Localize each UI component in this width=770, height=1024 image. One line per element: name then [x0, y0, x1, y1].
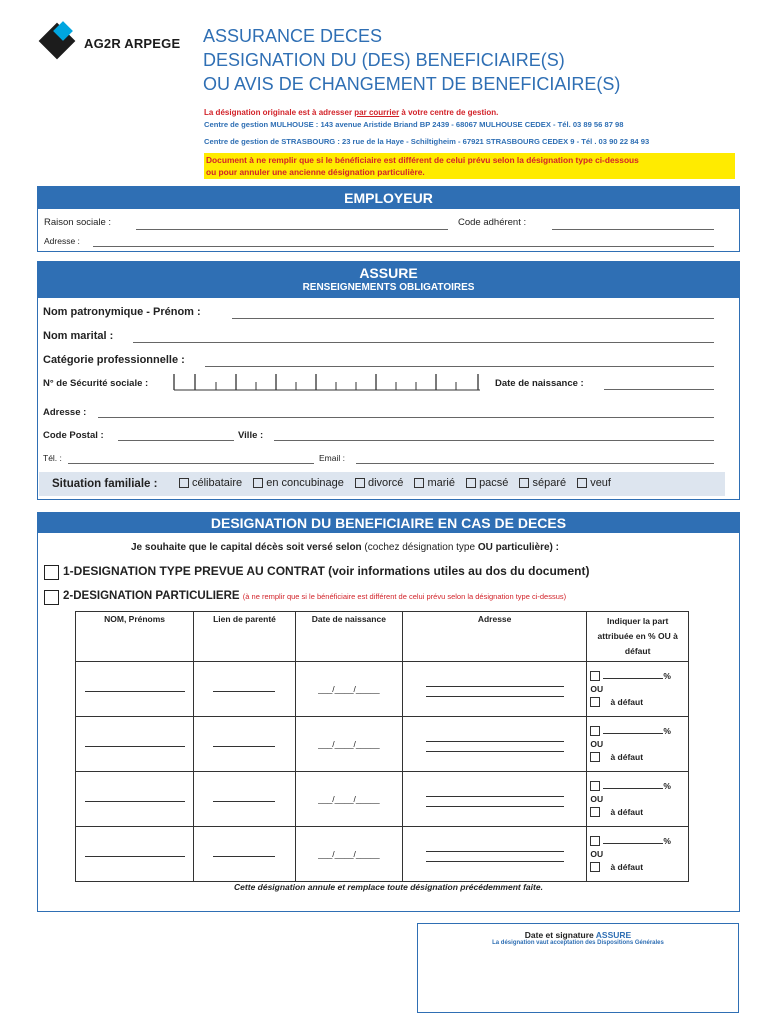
raison-sociale-label: Raison sociale : [44, 217, 112, 228]
tel-field[interactable] [68, 463, 314, 464]
nom-marital-field[interactable] [133, 342, 714, 343]
adresse-field-2[interactable] [426, 696, 564, 697]
situation-celibataire[interactable]: célibataire [179, 477, 242, 489]
employeur-adresse-label: Adresse : [44, 236, 80, 246]
date-cell[interactable] [295, 827, 402, 882]
nom-prenom-field[interactable] [232, 318, 714, 319]
email-label: Email : [319, 453, 345, 463]
part-cell: % OU à défaut [587, 772, 689, 827]
checkbox-icon[interactable] [414, 478, 424, 488]
designation-intro: Je souhaite que le capital décès soit versé selon (cochez désignation type OU particulière) : [131, 542, 559, 553]
ville-label: Ville : [238, 430, 264, 441]
nom-marital-label: Nom marital : [43, 330, 114, 342]
pct-field[interactable] [603, 788, 663, 789]
assure-adresse-label: Adresse : [43, 407, 87, 418]
nom-field[interactable] [85, 691, 185, 692]
lien-field[interactable] [213, 691, 275, 692]
col-part: Indiquer la part attribuée en % OU à défaut [587, 612, 689, 662]
checkbox-icon[interactable] [590, 836, 600, 846]
checkbox-icon[interactable] [590, 752, 600, 762]
adresse-field-2[interactable] [426, 751, 564, 752]
checkbox-icon[interactable] [519, 478, 529, 488]
adresse-field[interactable] [426, 741, 564, 742]
nom-cell[interactable] [76, 662, 194, 717]
adresse-field[interactable] [426, 851, 564, 852]
lien-field[interactable] [213, 746, 275, 747]
col-date: Date de naissance [295, 612, 402, 662]
employeur-section [37, 186, 740, 252]
code-postal-field[interactable] [118, 440, 234, 441]
warning-note [204, 153, 735, 179]
part-cell: % OU à défaut [587, 717, 689, 772]
beneficiary-table [75, 611, 689, 882]
designation-footer: Cette désignation annule et remplace toute désignation précédemment faite. [234, 882, 543, 892]
pct-field[interactable] [603, 678, 663, 679]
email-field[interactable] [356, 463, 714, 464]
lien-field[interactable] [213, 856, 275, 857]
date-cell[interactable] [295, 662, 402, 717]
raison-sociale-field[interactable] [136, 229, 448, 230]
code-adherent-field[interactable] [552, 229, 714, 230]
col-lien: Lien de parenté [194, 612, 296, 662]
adresse-cell[interactable] [402, 827, 586, 882]
send-post: à votre centre de gestion. [399, 108, 499, 117]
checkbox-icon[interactable] [466, 478, 476, 488]
date-field[interactable]: ___/____/_____ [318, 739, 380, 749]
adresse-cell[interactable] [402, 772, 586, 827]
date-field[interactable]: ___/____/_____ [318, 794, 380, 804]
checkbox-icon[interactable] [179, 478, 189, 488]
nom-field[interactable] [85, 746, 185, 747]
categorie-label: Catégorie professionnelle : [43, 354, 185, 366]
title-line-2: DESIGNATION DU (DES) BENEFICIAIRE(S) [203, 50, 565, 70]
ville-field[interactable] [274, 440, 714, 441]
situation-bar [39, 472, 725, 496]
employeur-adresse-field[interactable] [93, 246, 714, 247]
date-naissance-label: Date de naissance : [495, 378, 584, 389]
option2-checkbox[interactable] [44, 590, 59, 605]
part-cell: % OU à défaut [587, 827, 689, 882]
situation-divorce[interactable]: divorcé [355, 477, 403, 489]
signature-box[interactable] [417, 923, 739, 1013]
table-header-row [76, 612, 689, 662]
checkbox-icon[interactable] [355, 478, 365, 488]
lien-cell[interactable] [194, 827, 296, 882]
centre-mulhouse: Centre de gestion MULHOUSE : 143 avenue Aristide Briand BP 2439 - 68067 MULHOUSE CEDEX - Tél. 03 89 56 87 98 [204, 120, 624, 129]
tel-label: Tél. : [43, 453, 62, 463]
nom-field[interactable] [85, 856, 185, 857]
situation-concubinage[interactable]: en concubinage [253, 477, 344, 489]
nom-cell[interactable] [76, 772, 194, 827]
adresse-cell[interactable] [402, 717, 586, 772]
situation-label: Situation familiale : [52, 478, 158, 490]
date-cell[interactable] [295, 772, 402, 827]
title-line-1: ASSURANCE DECES [203, 26, 383, 46]
lien-cell[interactable] [194, 717, 296, 772]
designation-title: DESIGNATION DU BENEFICIAIRE EN CAS DE DECES [38, 513, 739, 533]
situation-marie[interactable]: marié [414, 477, 455, 489]
checkbox-icon[interactable] [590, 862, 600, 872]
col-adresse: Adresse [402, 612, 586, 662]
designation-section [37, 512, 740, 912]
employeur-title: EMPLOYEUR [38, 187, 739, 209]
situation-veuf[interactable]: veuf [577, 477, 611, 489]
code-postal-label: Code Postal : [43, 430, 104, 441]
option2-label: 2-DESIGNATION PARTICULIERE (à ne remplir que si le bénéficiaire est différent de celui prévu selon la désignation type ci-dessus) [63, 590, 567, 602]
table-row [76, 827, 689, 882]
situation-pacse[interactable]: pacsé [466, 477, 508, 489]
categorie-field[interactable] [205, 366, 714, 367]
checkbox-icon[interactable] [590, 697, 600, 707]
adresse-field[interactable] [426, 686, 564, 687]
adresse-field-2[interactable] [426, 861, 564, 862]
checkbox-icon[interactable] [590, 807, 600, 817]
checkbox-icon[interactable] [590, 781, 600, 791]
nom-cell[interactable] [76, 827, 194, 882]
date-cell[interactable] [295, 717, 402, 772]
logo-text: AG2R ARPEGE [84, 36, 181, 51]
table-row [76, 772, 689, 827]
code-adherent-label: Code adhérent : [458, 217, 527, 228]
option1-label: 1-DESIGNATION TYPE PREVUE AU CONTRAT (voir informations utiles au dos du document) [63, 564, 590, 578]
assure-adresse-field[interactable] [98, 417, 714, 418]
title-line-3: OU AVIS DE CHANGEMENT DE BENEFICIAIRE(S) [203, 74, 621, 94]
situation-separe[interactable]: séparé [519, 477, 566, 489]
adresse-cell[interactable] [402, 662, 586, 717]
situation-options [179, 477, 611, 489]
adresse-field[interactable] [426, 796, 564, 797]
option1-checkbox[interactable] [44, 565, 59, 580]
date-naissance-field[interactable] [604, 389, 714, 390]
send-instructions [204, 108, 498, 117]
col-nom: NOM, Prénoms [76, 612, 194, 662]
nom-prenom-label: Nom patronymique - Prénom : [43, 306, 201, 318]
checkbox-icon[interactable] [590, 726, 600, 736]
secu-label: N° de Sécurité sociale : [43, 378, 149, 389]
pct-field[interactable] [603, 733, 663, 734]
part-cell: % OU à défaut [587, 662, 689, 717]
assure-subtitle: RENSEIGNEMENTS OBLIGATOIRES [302, 282, 475, 293]
assure-header [38, 262, 739, 298]
date-field[interactable]: ___/____/_____ [318, 849, 380, 859]
checkbox-icon[interactable] [590, 671, 600, 681]
centre-strasbourg: Centre de gestion de STRASBOURG : 23 rue de la Haye - Schiltigheim - 67921 STRASBOURG CEDEX 9 - Tél . 03 90 22 84 93 [204, 137, 650, 146]
checkbox-icon[interactable] [253, 478, 263, 488]
nom-field[interactable] [85, 801, 185, 802]
lien-cell[interactable] [194, 662, 296, 717]
secu-field[interactable] [172, 372, 482, 392]
adresse-field-2[interactable] [426, 806, 564, 807]
date-field[interactable]: ___/____/_____ [318, 684, 380, 694]
checkbox-icon[interactable] [577, 478, 587, 488]
warning-line-1: Document à ne remplir que si le bénéficiaire est différent de celui prévu selon la désignation type ci-dessous [206, 155, 639, 165]
logo [40, 22, 190, 70]
lien-field[interactable] [213, 801, 275, 802]
send-pre: La désignation originale est à adresser [204, 108, 355, 117]
signature-label: Date et signature ASSURE [524, 930, 632, 940]
assure-title: ASSURE [359, 265, 418, 281]
nom-cell[interactable] [76, 717, 194, 772]
warning-line-2: ou pour annuler une ancienne désignation particulière. [206, 167, 425, 177]
table-row [76, 662, 689, 717]
table-row [76, 717, 689, 772]
pct-field[interactable] [603, 843, 663, 844]
lien-cell[interactable] [194, 772, 296, 827]
assure-section [37, 261, 740, 500]
send-link: par courrier [354, 108, 400, 117]
signature-note: La désignation vaut acceptation des Dispositions Générales [492, 940, 664, 946]
